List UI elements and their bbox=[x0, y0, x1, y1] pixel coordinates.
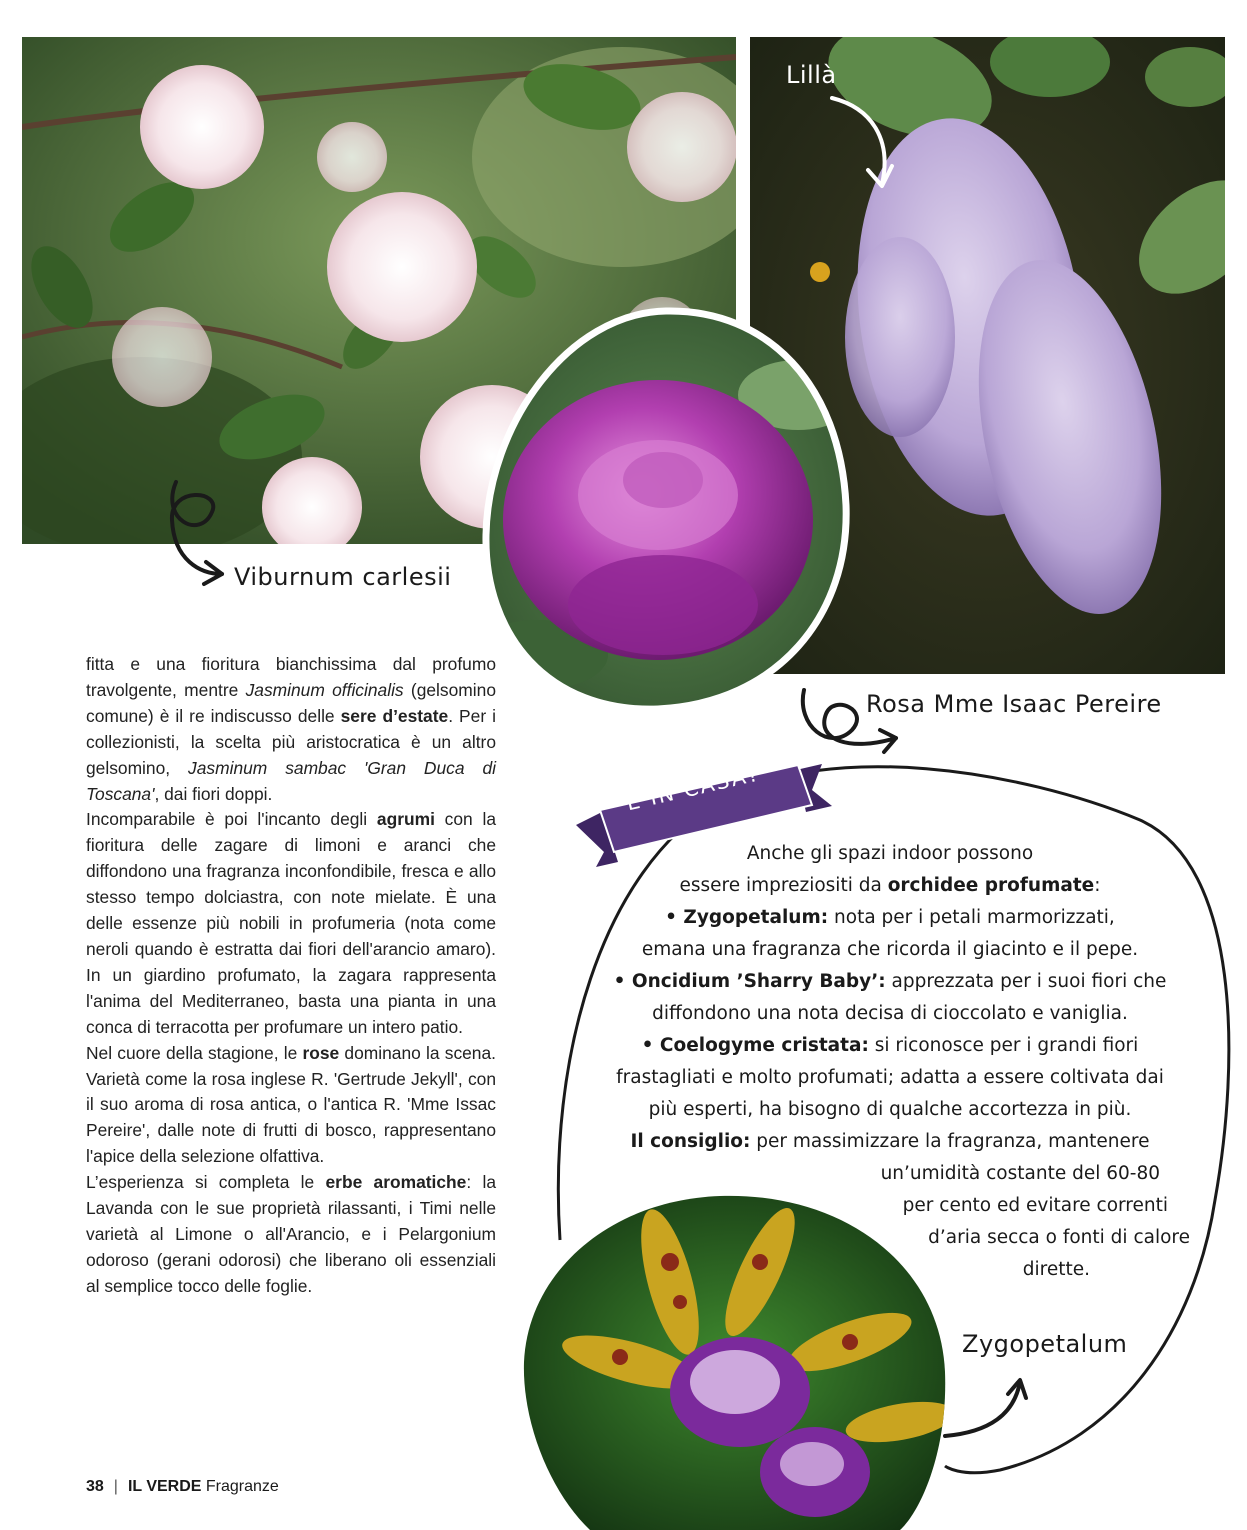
box-line: frastagliati e molto profumati; adatta a essere coltivata dai bbox=[616, 1067, 1164, 1088]
section-name: Fragranze bbox=[205, 1478, 279, 1495]
paragraph-herbs: L’esperienza si completa le erbe aromatiche: la Lavanda con le sue proprietà rilassanti, i Timi nelle varietà al Limone o all'Arancio, e i Pelargonium odoroso (gerani odorosi) che liberano oli essenziali al semplice tocco delle foglie. bbox=[86, 1172, 497, 1296]
box-text bbox=[590, 838, 1190, 1158]
ribbon-label: E IN CASA? bbox=[624, 761, 763, 816]
box-text-tail bbox=[860, 1158, 1190, 1286]
caption-viburnum: Viburnum carlesii bbox=[234, 563, 452, 591]
arrow-zygopetalum-icon bbox=[945, 1380, 1026, 1436]
box-line: • Oncidium ’Sharry Baby’: apprezzata per i suoi fiori che bbox=[613, 971, 1167, 992]
paragraph-roses: Nel cuore della stagione, le rose dominano la scena. Varietà come la rosa inglese R. 'Gertrude Jekyll', con il suo aroma di rosa antica, o l'antica R. 'Mme Issac Pereire', dalle note di frutti di bosco, rappresentano l'apice della selezione olfattiva. bbox=[86, 1042, 496, 1167]
arrow-viburnum-icon bbox=[172, 482, 222, 584]
box-line: • Coelogyme cristata: si riconosce per i grandi fiori bbox=[641, 1035, 1139, 1056]
box-line: d’aria secca o fonti di calore bbox=[928, 1227, 1190, 1248]
caption-rose: Rosa Mme Isaac Pereire bbox=[866, 690, 1162, 718]
box-line: un’umidità costante del 60-80 bbox=[880, 1163, 1160, 1184]
box-line: diffondono una nota decisa di cioccolato e vaniglia. bbox=[652, 1003, 1128, 1024]
box-line: dirette. bbox=[1022, 1259, 1090, 1280]
box-line: • Zygopetalum: nota per i petali marmorizzati, bbox=[665, 907, 1115, 928]
box-line: per cento ed evitare correnti bbox=[902, 1195, 1168, 1216]
box-line: emana una fragranza che ricorda il giacinto e il pepe. bbox=[641, 939, 1139, 960]
box-line: più esperti, ha bisogno di qualche accortezza in più. bbox=[648, 1099, 1132, 1120]
caption-lilac: Lillà bbox=[786, 61, 837, 89]
magazine-brand: IL VERDE bbox=[127, 1478, 202, 1495]
page-number: 38 bbox=[86, 1478, 104, 1495]
footer-separator: | bbox=[113, 1478, 118, 1495]
box-line: Il consiglio: per massimizzare la fragranza, mantenere bbox=[630, 1131, 1150, 1152]
paragraph-jasmine: fitta e una fioritura bianchissima dal profumo travolgente, mentre Jasminum officinalis (gelsomino comune) è il re indiscusso delle sere d’estate. Per i collezionisti, la scelta più aristocratica è un altro gelsomino, Jasminum sambac 'Gran Duca di Toscana', dai fiori doppi. bbox=[86, 654, 497, 804]
caption-zygopetalum: Zygopetalum bbox=[962, 1330, 1128, 1358]
article-body bbox=[86, 652, 496, 1300]
page-footer bbox=[86, 1478, 279, 1496]
box-line: Anche gli spazi indoor possono bbox=[746, 843, 1034, 864]
paragraph-citrus: Incomparabile è poi l'incanto degli agrumi con la fioritura delle zagare di limoni e aranci che diffondono una fragranza inconfondibile, fresca e allo stesso tempo dolciastra, con note mielate. È una delle essenze più nobili in profumeria (nota come neroli quando è estratta dai fiori dell'arancio amaro). In un giardino profumato, la zagara rappresenta l'anima del Mediterraneo, basta una pianta in una conca di terracotta per profumare un intero patio. bbox=[86, 809, 496, 1037]
box-line: essere impreziositi da orchidee profumate: bbox=[679, 875, 1101, 896]
arrow-lilac-icon bbox=[832, 98, 892, 186]
